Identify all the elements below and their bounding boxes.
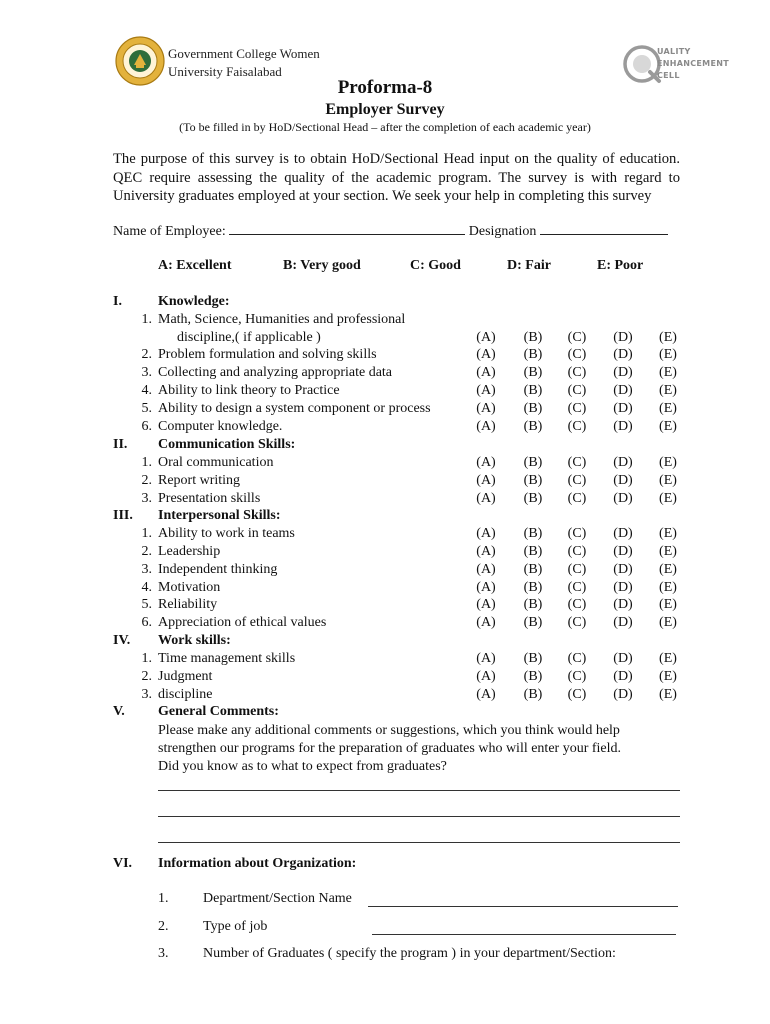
qec-text-line1: UALITY bbox=[657, 47, 691, 56]
rating-option-b[interactable]: (B) bbox=[523, 419, 543, 434]
rating-option-e[interactable]: (E) bbox=[659, 544, 677, 559]
item-text: discipline,( if applicable ) bbox=[177, 330, 321, 345]
section-title: Knowledge: bbox=[158, 294, 230, 309]
section-title: Information about Organization: bbox=[158, 856, 357, 871]
item-number: 1. bbox=[141, 455, 152, 470]
purpose-paragraph: The purpose of this survey is to obtain HoD/Sectional Head input on the quality of education. QEC require assessing the quality of the academic program. The survey is with regard to University graduates employed at your section. We seek your help in completing this survey bbox=[113, 151, 680, 204]
rating-option-d[interactable]: (D) bbox=[613, 669, 633, 684]
rating-option-c[interactable]: (C) bbox=[567, 615, 587, 630]
university-name-line1: Government College Women bbox=[168, 46, 320, 61]
item-number: 2. bbox=[141, 473, 152, 488]
employee-fields-row bbox=[113, 221, 668, 240]
item-number: 2. bbox=[158, 919, 169, 934]
type-of-job-label: Type of job bbox=[203, 919, 268, 934]
rating-option-a[interactable]: (A) bbox=[476, 580, 496, 595]
page-title: Proforma-8 bbox=[337, 77, 433, 98]
rating-option-c[interactable]: (C) bbox=[567, 669, 587, 684]
rating-option-e[interactable]: (E) bbox=[659, 401, 677, 416]
rating-option-b[interactable]: (B) bbox=[523, 473, 543, 488]
scale-excellent: A: Excellent bbox=[158, 258, 232, 273]
rating-option-a[interactable]: (A) bbox=[476, 419, 496, 434]
rating-option-a[interactable]: (A) bbox=[476, 491, 496, 506]
rating-option-d[interactable]: (D) bbox=[613, 597, 633, 612]
rating-option-e[interactable]: (E) bbox=[659, 580, 677, 595]
rating-option-e[interactable]: (E) bbox=[659, 383, 677, 398]
rating-option-b[interactable]: (B) bbox=[523, 615, 543, 630]
section-number: IV. bbox=[113, 633, 131, 648]
page-subtitle: Employer Survey bbox=[325, 101, 445, 118]
rating-option-b[interactable]: (B) bbox=[523, 347, 543, 362]
qec-text-line2: ENHANCEMENT bbox=[657, 59, 729, 68]
rating-option-e[interactable]: (E) bbox=[659, 491, 677, 506]
item-number: 1. bbox=[141, 651, 152, 666]
rating-option-d[interactable]: (D) bbox=[613, 473, 633, 488]
rating-option-c[interactable]: (C) bbox=[567, 544, 587, 559]
rating-option-c[interactable]: (C) bbox=[567, 597, 587, 612]
comments-instruction-line2: strengthen our programs for the preparation of graduates who will enter your field. bbox=[158, 741, 622, 756]
rating-option-c[interactable]: (C) bbox=[567, 687, 587, 702]
section-number: I. bbox=[113, 294, 122, 309]
rating-option-d[interactable]: (D) bbox=[613, 544, 633, 559]
item-text: Leadership bbox=[158, 544, 221, 559]
item-number: 3. bbox=[141, 687, 152, 702]
section-title: Interpersonal Skills: bbox=[158, 508, 281, 523]
rating-option-a[interactable]: (A) bbox=[476, 597, 496, 612]
rating-option-e[interactable]: (E) bbox=[659, 473, 677, 488]
item-text: Reliability bbox=[158, 597, 218, 612]
rating-option-b[interactable]: (B) bbox=[523, 383, 543, 398]
rating-option-b[interactable]: (B) bbox=[523, 669, 543, 684]
item-number: 4. bbox=[141, 580, 152, 595]
item-number: 6. bbox=[141, 615, 152, 630]
department-section-label: Department/Section Name bbox=[203, 891, 352, 906]
item-text: Appreciation of ethical values bbox=[158, 615, 327, 630]
section-number: V. bbox=[113, 704, 125, 719]
rating-option-c[interactable]: (C) bbox=[567, 401, 587, 416]
rating-option-e[interactable]: (E) bbox=[659, 330, 677, 345]
number-of-graduates-label: Number of Graduates ( specify the program ) in your department/Section: bbox=[203, 946, 616, 961]
rating-option-e[interactable]: (E) bbox=[659, 526, 677, 541]
item-text: Computer knowledge. bbox=[158, 419, 283, 434]
rating-option-b[interactable]: (B) bbox=[523, 365, 543, 380]
rating-option-d[interactable]: (D) bbox=[613, 419, 633, 434]
item-text: Ability to work in teams bbox=[158, 526, 295, 541]
rating-option-b[interactable]: (B) bbox=[523, 544, 543, 559]
rating-option-a[interactable]: (A) bbox=[476, 651, 496, 666]
item-number: 2. bbox=[141, 347, 152, 362]
rating-option-b[interactable]: (B) bbox=[523, 526, 543, 541]
employee-name-field[interactable] bbox=[229, 221, 465, 235]
rating-option-d[interactable]: (D) bbox=[613, 651, 633, 666]
type-of-job-field[interactable] bbox=[372, 934, 676, 935]
rating-option-a[interactable]: (A) bbox=[476, 330, 496, 345]
designation-field[interactable] bbox=[540, 221, 668, 235]
rating-option-e[interactable]: (E) bbox=[659, 562, 677, 577]
item-text: Judgment bbox=[158, 669, 213, 684]
comment-line-1[interactable] bbox=[158, 790, 680, 791]
rating-option-c[interactable]: (C) bbox=[567, 455, 587, 470]
rating-option-e[interactable]: (E) bbox=[659, 615, 677, 630]
section-title: Communication Skills: bbox=[158, 437, 296, 452]
rating-option-e[interactable]: (E) bbox=[659, 455, 677, 470]
item-text: Independent thinking bbox=[158, 562, 278, 577]
item-text: Motivation bbox=[158, 580, 221, 595]
section-title: Work skills: bbox=[158, 633, 231, 648]
item-text: Ability to link theory to Practice bbox=[158, 383, 340, 398]
scale-very-good: B: Very good bbox=[283, 258, 361, 273]
rating-option-d[interactable]: (D) bbox=[613, 580, 633, 595]
rating-option-d[interactable]: (D) bbox=[613, 330, 633, 345]
rating-option-e[interactable]: (E) bbox=[659, 669, 677, 684]
rating-option-a[interactable]: (A) bbox=[476, 669, 496, 684]
instruction-text: (To be filled in by HoD/Sectional Head – after the completion of each academic year) bbox=[179, 120, 591, 134]
rating-option-c[interactable]: (C) bbox=[567, 580, 587, 595]
rating-option-d[interactable]: (D) bbox=[613, 347, 633, 362]
rating-option-d[interactable]: (D) bbox=[613, 526, 633, 541]
item-text: Report writing bbox=[158, 473, 241, 488]
item-text: Time management skills bbox=[158, 651, 296, 666]
item-text: Oral communication bbox=[158, 455, 274, 470]
rating-option-c[interactable]: (C) bbox=[567, 526, 587, 541]
rating-option-e[interactable]: (E) bbox=[659, 419, 677, 434]
item-number: 1. bbox=[141, 526, 152, 541]
rating-option-b[interactable]: (B) bbox=[523, 597, 543, 612]
comments-instruction-line1: Please make any additional comments or suggestions, which you think would help bbox=[158, 723, 620, 738]
item-text: discipline bbox=[158, 687, 213, 702]
rating-option-c[interactable]: (C) bbox=[567, 365, 587, 380]
item-number: 1. bbox=[141, 312, 152, 327]
rating-option-b[interactable]: (B) bbox=[523, 330, 543, 345]
item-number: 4. bbox=[141, 383, 152, 398]
rating-option-a[interactable]: (A) bbox=[476, 365, 496, 380]
rating-option-c[interactable]: (C) bbox=[567, 330, 587, 345]
item-number: 3. bbox=[141, 562, 152, 577]
rating-option-c[interactable]: (C) bbox=[567, 347, 587, 362]
section-number: III. bbox=[113, 508, 133, 523]
item-text: Math, Science, Humanities and professional bbox=[158, 312, 406, 327]
item-number: 5. bbox=[141, 597, 152, 612]
rating-option-d[interactable]: (D) bbox=[613, 562, 633, 577]
rating-option-b[interactable]: (B) bbox=[523, 562, 543, 577]
rating-option-e[interactable]: (E) bbox=[659, 597, 677, 612]
rating-option-a[interactable]: (A) bbox=[476, 615, 496, 630]
item-number: 3. bbox=[141, 491, 152, 506]
comment-line-2[interactable] bbox=[158, 816, 680, 817]
comments-instruction-line3: Did you know as to what to expect from graduates? bbox=[158, 759, 447, 774]
rating-option-e[interactable]: (E) bbox=[659, 687, 677, 702]
rating-option-e[interactable]: (E) bbox=[659, 365, 677, 380]
rating-option-d[interactable]: (D) bbox=[613, 687, 633, 702]
item-number: 6. bbox=[141, 419, 152, 434]
employee-name-label: Name of Employee: bbox=[113, 224, 226, 239]
scale-fair: D: Fair bbox=[507, 258, 551, 273]
rating-option-c[interactable]: (C) bbox=[567, 383, 587, 398]
rating-option-d[interactable]: (D) bbox=[613, 615, 633, 630]
designation-label: Designation bbox=[468, 224, 537, 239]
rating-option-d[interactable]: (D) bbox=[613, 491, 633, 506]
rating-option-d[interactable]: (D) bbox=[613, 365, 633, 380]
rating-option-a[interactable]: (A) bbox=[476, 526, 496, 541]
rating-option-a[interactable]: (A) bbox=[476, 544, 496, 559]
rating-option-a[interactable]: (A) bbox=[476, 455, 496, 470]
rating-option-c[interactable]: (C) bbox=[567, 473, 587, 488]
item-text: Collecting and analyzing appropriate data bbox=[158, 365, 393, 380]
scale-good: C: Good bbox=[410, 258, 461, 273]
rating-option-b[interactable]: (B) bbox=[523, 580, 543, 595]
section-title: General Comments: bbox=[158, 704, 279, 719]
item-number: 3. bbox=[158, 946, 169, 961]
section-number: II. bbox=[113, 437, 128, 452]
item-text: Presentation skills bbox=[158, 491, 261, 506]
rating-option-e[interactable]: (E) bbox=[659, 347, 677, 362]
rating-option-d[interactable]: (D) bbox=[613, 401, 633, 416]
rating-option-a[interactable]: (A) bbox=[476, 473, 496, 488]
rating-option-a[interactable]: (A) bbox=[476, 687, 496, 702]
rating-option-d[interactable]: (D) bbox=[613, 455, 633, 470]
item-number: 1. bbox=[158, 891, 169, 906]
section-number: VI. bbox=[113, 856, 133, 871]
scale-poor: E: Poor bbox=[597, 258, 644, 273]
department-section-field[interactable] bbox=[368, 906, 678, 907]
rating-option-b[interactable]: (B) bbox=[523, 401, 543, 416]
rating-option-c[interactable]: (C) bbox=[567, 651, 587, 666]
rating-option-b[interactable]: (B) bbox=[523, 491, 543, 506]
rating-option-b[interactable]: (B) bbox=[523, 455, 543, 470]
item-number: 2. bbox=[141, 544, 152, 559]
comment-line-3[interactable] bbox=[158, 842, 680, 843]
qec-text-line3: CELL bbox=[657, 71, 680, 80]
item-number: 5. bbox=[141, 401, 152, 416]
item-number: 2. bbox=[141, 669, 152, 684]
rating-option-c[interactable]: (C) bbox=[567, 562, 587, 577]
rating-option-a[interactable]: (A) bbox=[476, 347, 496, 362]
rating-option-c[interactable]: (C) bbox=[567, 491, 587, 506]
university-name-line2: University Faisalabad bbox=[168, 64, 282, 79]
rating-option-a[interactable]: (A) bbox=[476, 562, 496, 577]
rating-option-a[interactable]: (A) bbox=[476, 383, 496, 398]
item-text: Problem formulation and solving skills bbox=[158, 347, 377, 362]
rating-option-e[interactable]: (E) bbox=[659, 651, 677, 666]
rating-option-c[interactable]: (C) bbox=[567, 419, 587, 434]
rating-option-b[interactable]: (B) bbox=[523, 651, 543, 666]
rating-option-a[interactable]: (A) bbox=[476, 401, 496, 416]
rating-option-d[interactable]: (D) bbox=[613, 383, 633, 398]
item-number: 3. bbox=[141, 365, 152, 380]
item-text: Ability to design a system component or process bbox=[158, 401, 431, 416]
rating-option-b[interactable]: (B) bbox=[523, 687, 543, 702]
